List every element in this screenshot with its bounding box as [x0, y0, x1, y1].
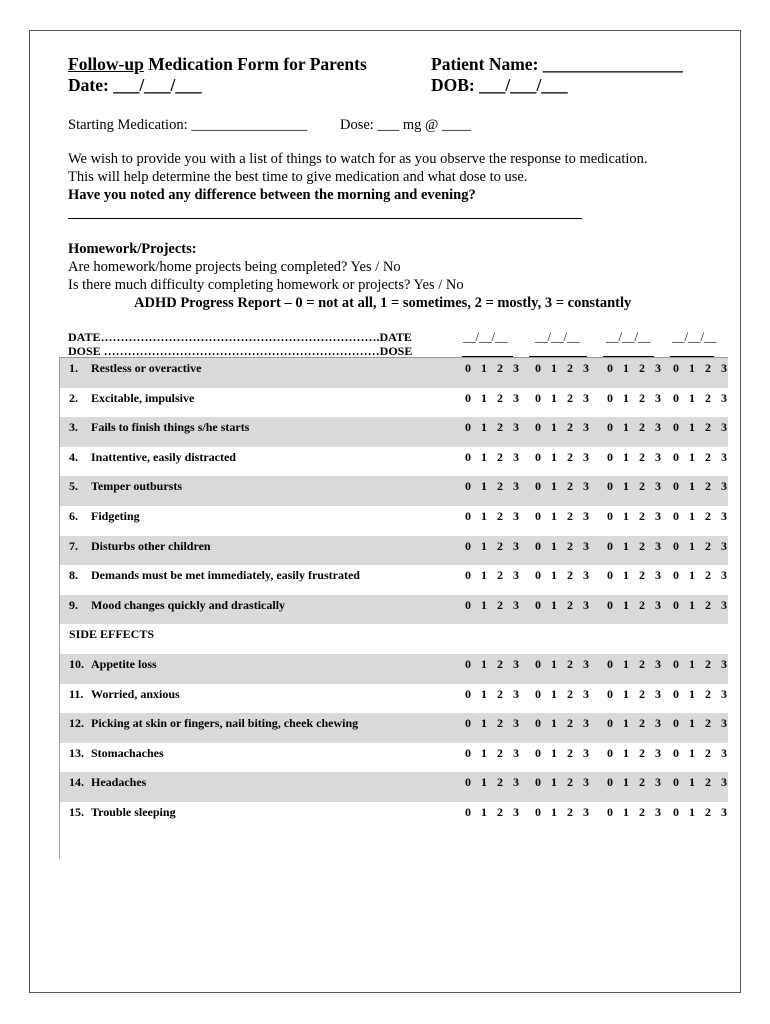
row-text: Worried, anxious — [91, 686, 180, 701]
rating-scale-2[interactable]: 0 1 2 3 — [535, 597, 593, 612]
rating-scale-2[interactable]: 0 1 2 3 — [535, 361, 593, 375]
rating-scale-3[interactable]: 0 1 2 3 — [607, 390, 665, 405]
rating-scale-1[interactable]: 0 1 2 3 — [465, 686, 523, 701]
row-label — [69, 539, 211, 554]
row-number: 7. — [69, 538, 78, 553]
row-text: SIDE EFFECTS — [69, 627, 155, 642]
row-text: Mood changes quickly and drastically — [91, 597, 286, 612]
table-row — [60, 684, 731, 714]
dose-field[interactable]: Dose: ___ mg @ ____ — [340, 117, 471, 133]
row-label — [69, 657, 157, 672]
dose-row-label: DOSE ……………………………………………………………DOSE — [68, 344, 413, 358]
rating-scale-2[interactable]: 0 1 2 3 — [535, 538, 593, 553]
date-row-label: DATE…………………………………………………………….DATE — [68, 330, 412, 344]
intro-line-2: This will help determine the best time to give medication and what dose to use. — [68, 169, 528, 185]
rating-scale-4[interactable]: 0 1 2 3 — [673, 716, 731, 731]
row-label — [69, 509, 140, 524]
row-number: 11. — [69, 686, 84, 701]
rating-scale-4[interactable]: 0 1 2 3 — [673, 804, 731, 819]
rating-scale-3[interactable]: 0 1 2 3 — [607, 538, 665, 553]
rating-scale-2[interactable]: 0 1 2 3 — [535, 656, 593, 671]
rating-scale-1[interactable]: 0 1 2 3 — [465, 716, 523, 731]
row-text: Temper outbursts — [91, 479, 183, 494]
table-row — [60, 388, 731, 418]
row-label — [69, 420, 249, 435]
row-text: Inattentive, easily distracted — [91, 449, 236, 464]
row-text: Restless or overactive — [91, 361, 202, 375]
dob-field[interactable]: DOB: ___/___/___ — [431, 75, 568, 95]
row-label — [69, 746, 164, 761]
row-number: 9. — [69, 597, 78, 612]
table-row — [60, 506, 731, 536]
row-label — [69, 450, 236, 465]
rating-scale-3[interactable]: 0 1 2 3 — [607, 449, 665, 464]
rating-scale-4[interactable]: 0 1 2 3 — [673, 597, 731, 612]
row-number: 2. — [69, 390, 78, 405]
row-label — [69, 361, 201, 376]
row-text: Trouble sleeping — [91, 804, 176, 819]
rating-scale-2[interactable]: 0 1 2 3 — [535, 508, 593, 523]
row-text: Appetite loss — [91, 656, 157, 671]
intro-line-1: We wish to provide you with a list of things to watch for as you observe the response to medication. — [68, 151, 648, 167]
rating-scale-1[interactable]: 0 1 2 3 — [465, 390, 523, 405]
rating-scale-1[interactable]: 0 1 2 3 — [465, 538, 523, 553]
table-row — [60, 358, 731, 388]
row-number: 14. — [69, 775, 84, 790]
row-label — [69, 391, 194, 406]
row-number: 3. — [69, 420, 78, 435]
row-number: 8. — [69, 568, 78, 583]
row-label — [69, 687, 180, 702]
title-rest: Medication Form for Parents — [143, 54, 367, 74]
rating-scale-3[interactable]: 0 1 2 3 — [607, 775, 665, 790]
rating-scale-4[interactable]: 0 1 2 3 — [673, 568, 731, 583]
rating-scale-3[interactable]: 0 1 2 3 — [607, 479, 665, 494]
rating-scale-1[interactable]: 0 1 2 3 — [465, 656, 523, 671]
rating-scale-1[interactable]: 0 1 2 3 — [465, 479, 523, 494]
row-label — [69, 805, 176, 820]
rating-scale-1[interactable]: 0 1 2 3 — [465, 508, 523, 523]
rating-scale-4[interactable]: 0 1 2 3 — [673, 538, 731, 553]
row-label — [69, 627, 154, 642]
rating-scale-2[interactable]: 0 1 2 3 — [535, 390, 593, 405]
rating-scale-3[interactable]: 0 1 2 3 — [607, 508, 665, 523]
table-row — [60, 802, 731, 832]
row-number: 10. — [69, 656, 84, 671]
patient-name-field[interactable]: Patient Name: ________________ — [431, 54, 683, 74]
row-number: 4. — [69, 449, 78, 464]
row-text: Fidgeting — [91, 508, 140, 523]
date-field[interactable]: Date: ___/___/___ — [68, 75, 202, 95]
rating-scale-2[interactable]: 0 1 2 3 — [535, 716, 593, 731]
rating-scale-1[interactable]: 0 1 2 3 — [465, 804, 523, 819]
rating-scale-2[interactable]: 0 1 2 3 — [535, 568, 593, 583]
row-text: Picking at skin or fingers, nail biting, cheek chewing — [91, 716, 359, 731]
row-text: Disturbs other children — [91, 538, 211, 553]
rating-scale-1[interactable]: 0 1 2 3 — [465, 568, 523, 583]
row-number: 13. — [69, 745, 84, 760]
rating-table — [59, 357, 731, 832]
row-number: 1. — [69, 361, 78, 375]
row-label — [69, 568, 360, 583]
rating-scale-3[interactable]: 0 1 2 3 — [607, 568, 665, 583]
rating-scale-4[interactable]: 0 1 2 3 — [673, 420, 731, 435]
rating-scale-4[interactable]: 0 1 2 3 — [673, 745, 731, 760]
rating-scale-3[interactable]: 0 1 2 3 — [607, 745, 665, 760]
rating-scale-4[interactable]: 0 1 2 3 — [673, 686, 731, 701]
rating-scale-4[interactable]: 0 1 2 3 — [673, 449, 731, 464]
rating-scale-3[interactable]: 0 1 2 3 — [607, 804, 665, 819]
table-row — [60, 713, 731, 743]
rating-scale-4[interactable]: 0 1 2 3 — [673, 508, 731, 523]
rating-scale-3[interactable]: 0 1 2 3 — [607, 597, 665, 612]
rating-scale-4[interactable]: 0 1 2 3 — [673, 479, 731, 494]
rating-scale-3[interactable]: 0 1 2 3 — [607, 716, 665, 731]
rating-scale-4[interactable]: 0 1 2 3 — [673, 656, 731, 671]
date-column-1[interactable]: __/__/__ — [463, 330, 508, 344]
rating-scale-2[interactable]: 0 1 2 3 — [535, 420, 593, 435]
rating-scale-1[interactable]: 0 1 2 3 — [465, 775, 523, 790]
rating-scale-2[interactable]: 0 1 2 3 — [535, 775, 593, 790]
table-row — [60, 417, 731, 447]
rating-scale-2[interactable]: 0 1 2 3 — [535, 449, 593, 464]
answer-line[interactable] — [68, 218, 582, 219]
homework-question-2: Is there much difficulty completing homework or projects? Yes / No — [68, 277, 464, 293]
date-column-4[interactable]: __/__/__ — [672, 330, 717, 344]
rating-scale-3[interactable]: 0 1 2 3 — [607, 656, 665, 671]
table-row — [60, 772, 731, 802]
row-text: Stomachaches — [91, 745, 164, 760]
row-label — [69, 598, 285, 613]
table-row — [60, 447, 731, 477]
table-row — [60, 654, 731, 684]
table-row — [60, 536, 731, 566]
rating-scale-4[interactable]: 0 1 2 3 — [673, 775, 731, 790]
morning-evening-question: Have you noted any difference between the morning and evening? — [68, 187, 476, 203]
row-number: 6. — [69, 508, 78, 523]
homework-heading: Homework/Projects: — [68, 241, 197, 257]
row-label — [69, 716, 358, 731]
title-underlined: Follow-up — [68, 54, 144, 74]
form-title — [68, 54, 367, 75]
rating-scale-1[interactable]: 0 1 2 3 — [465, 597, 523, 612]
rating-scale-3[interactable]: 0 1 2 3 — [607, 686, 665, 701]
row-number: 5. — [69, 479, 78, 494]
rating-scale-1[interactable]: 0 1 2 3 — [465, 420, 523, 435]
table-row — [60, 743, 731, 773]
table-row — [60, 476, 731, 506]
row-text: Excitable, impulsive — [91, 390, 195, 405]
rating-scale-1[interactable]: 0 1 2 3 — [465, 745, 523, 760]
row-number: 15. — [69, 804, 84, 819]
rating-scale-2[interactable]: 0 1 2 3 — [535, 745, 593, 760]
row-number: 12. — [69, 716, 84, 731]
report-title: ADHD Progress Report – 0 = not at all, 1 = sometimes, 2 = mostly, 3 = constantly — [134, 295, 632, 311]
date-column-2[interactable]: __/__/__ — [535, 330, 580, 344]
homework-question-1: Are homework/home projects being completed? Yes / No — [68, 259, 401, 275]
row-text: Demands must be met immediately, easily frustrated — [91, 568, 360, 583]
rating-scale-4[interactable]: 0 1 2 3 — [673, 361, 731, 375]
rating-scale-4[interactable]: 0 1 2 3 — [673, 390, 731, 405]
table-row — [60, 565, 731, 595]
row-label — [69, 775, 146, 790]
starting-medication-field[interactable]: Starting Medication: ________________ — [68, 117, 308, 133]
rating-scale-1[interactable]: 0 1 2 3 — [465, 361, 523, 375]
row-text: Headaches — [91, 775, 147, 790]
rating-scale-2[interactable]: 0 1 2 3 — [535, 686, 593, 701]
rating-scale-3[interactable]: 0 1 2 3 — [607, 361, 665, 375]
row-text: Fails to finish things s/he starts — [91, 420, 250, 435]
table-left-border — [59, 829, 60, 859]
date-column-3[interactable]: __/__/__ — [606, 330, 651, 344]
rating-scale-2[interactable]: 0 1 2 3 — [535, 804, 593, 819]
rating-scale-1[interactable]: 0 1 2 3 — [465, 449, 523, 464]
rating-scale-2[interactable]: 0 1 2 3 — [535, 479, 593, 494]
rating-scale-3[interactable]: 0 1 2 3 — [607, 420, 665, 435]
section-header-row — [60, 624, 728, 654]
row-label — [69, 479, 182, 494]
table-row — [60, 595, 731, 625]
